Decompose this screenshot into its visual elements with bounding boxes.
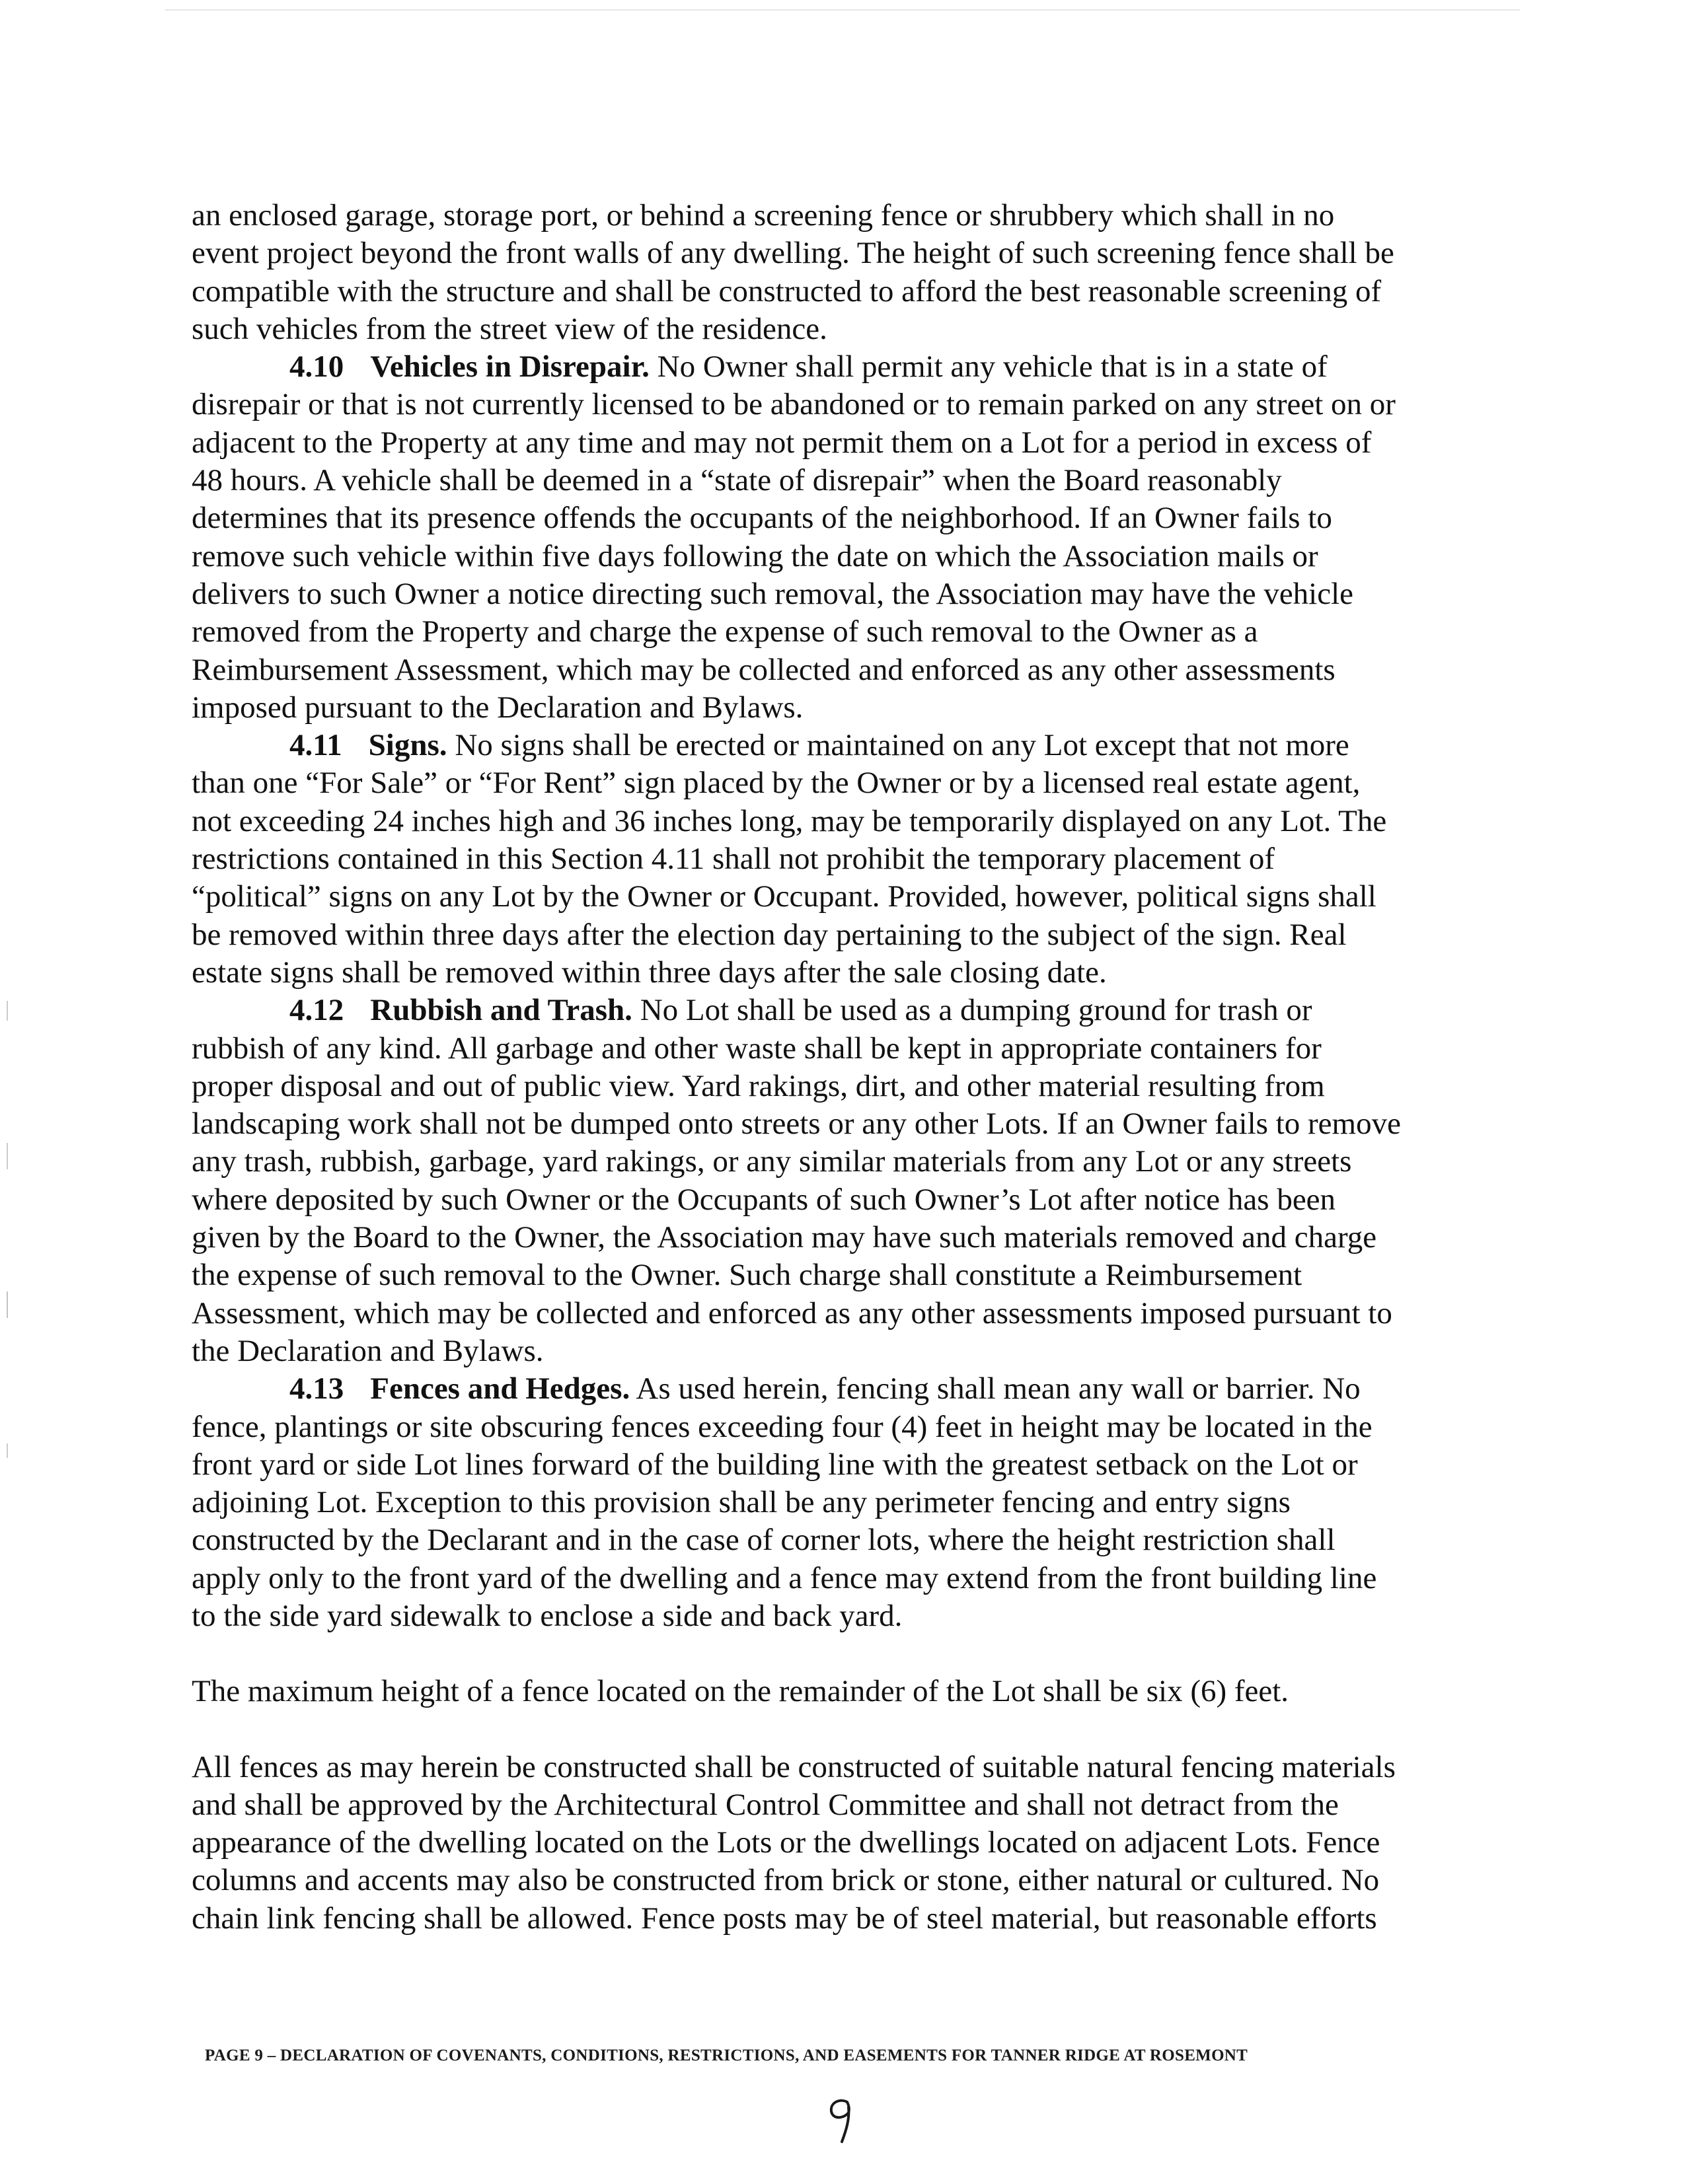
fence-materials-paragraph: All fences as may herein be constructed shall be constructed of suitable natural fencing materials and shall be approved by the Architectural Control Committee and shall not detract from the appearance of the dwelling located on the Lots or the dwellings located on adjacent Lots. Fence columns and accents may also be constructed from brick or stone, either natural or cultured. No chain link fencing shall be allowed. Fence posts may be of steel material, but reasonable efforts [192,1749,1396,1936]
scan-artifact-top [165,9,1520,11]
section-4-13 [192,1370,1487,1635]
section-body: No signs shall be erected or maintained on any Lot except that not more than one “For Sale” or “For Rent” sign placed by the Owner or by a licensed real estate agent, not exceeding 24 inches high and 36 inches long, may be temporarily displayed on any Lot. The restrictions contained in this Section 4.11 shall not prohibit the temporary placement of “political” signs on any Lot by the Owner or Occupant. Provided, however, political signs shall be removed within three days after the election day pertaining to the subject of the sign. Real estate signs shall be removed within three days after the sale closing date. [192,728,1387,990]
scan-artifact-left-2 [7,1143,8,1169]
section-number: 4.10 [289,349,344,384]
section-body: As used herein, fencing shall mean any wall or barrier. No fence, plantings or site obscuring fences exceeding four (4) feet in height may be located in the front yard or side Lot lines forward of the building line with the greatest setback on the Lot or adjoining Lot. Exception to this provision shall be any perimeter fencing and entry signs constructed by the Declarant and in the case of corner lots, where the height restriction shall apply only to the front yard of the dwelling and a fence may extend from the front building line to the side yard sidewalk to enclose a side and back yard. [192,1371,1377,1633]
scan-artifact-left-3 [7,1292,8,1318]
scan-artifact-left-4 [7,1443,8,1458]
paragraph-spacer [192,1635,1487,1673]
section-number: 4.12 [289,993,344,1028]
continuation-paragraph: an enclosed garage, storage port, or behind a screening fence or shrubbery which shall in no event project beyond the front walls of any dwelling. The height of such screening fence shall be compatible with the structure and shall be constructed to afford the best reasonable screening of such vehicles from the street view of the residence. [192,198,1394,346]
document-body [192,197,1487,1938]
section-4-10 [192,348,1487,727]
handwritten-page-number [822,2093,862,2146]
section-heading: Fences and Hedges. [370,1371,630,1406]
section-body: No Lot shall be used as a dumping ground for trash or rubbish of any kind. All garbage and other waste shall be kept in appropriate containers for proper disposal and out of public view. Yard rakings, dirt, and other material resulting from landscaping work shall not be dumped onto streets or any other Lots. If an Owner fails to remove any trash, rubbish, garbage, yard rakings, or any similar materials from any Lot or any streets where deposited by such Owner or the Occupants of such Owner’s Lot after notice has been given by the Board to the Owner, the Association may have such materials removed and charge the expense of such removal to the Owner. Such charge shall constitute a Reimbursement Assessment, which may be collected and enforced as any other assessments imposed pursuant to the Declaration and Bylaws. [192,993,1401,1368]
section-heading: Signs. [368,728,447,763]
section-heading: Vehicles in Disrepair. [370,349,650,384]
section-4-12 [192,992,1487,1370]
section-4-11 [192,727,1487,992]
section-number: 4.11 [289,728,342,763]
scan-artifact-left-1 [7,1001,8,1021]
section-number: 4.13 [289,1371,344,1406]
max-height-paragraph: The maximum height of a fence located on the remainder of the Lot shall be six (6) feet. [192,1674,1289,1709]
page-footer: PAGE 9 – DECLARATION OF COVENANTS, CONDITIONS, RESTRICTIONS, AND EASEMENTS FOR TANNER RIDGE AT ROSEMONT [205,2047,1248,2064]
section-heading: Rubbish and Trash. [370,993,632,1028]
paragraph-spacer [192,1711,1487,1749]
section-body: No Owner shall permit any vehicle that is in a state of disrepair or that is not currently licensed to be abandoned or to remain parked on any street on or adjacent to the Property at any time and may not permit them on a Lot for a period in excess of 48 hours. A vehicle shall be deemed in a “state of disrepair” when the Board reasonably determines that its presence offends the occupants of the neighborhood. If an Owner fails to remove such vehicle within five days following the date on which the Association mails or delivers to such Owner a notice directing such removal, the Association may have the vehicle removed from the Property and charge the expense of such removal to the Owner as a Reimbursement Assessment, which may be collected and enforced as any other assessments imposed pursuant to the Declaration and Bylaws. [192,349,1396,725]
